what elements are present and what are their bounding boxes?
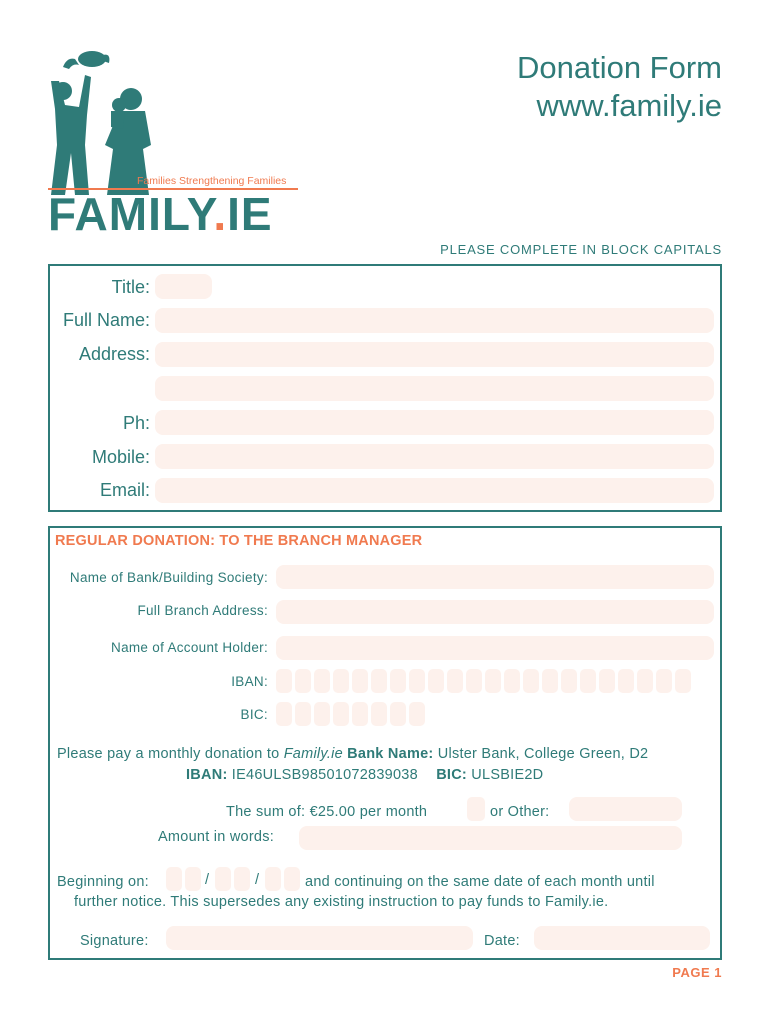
logo-tagline: Families Strengthening Families bbox=[137, 175, 287, 187]
page-title: Donation Form bbox=[516, 50, 722, 85]
iban-cell[interactable] bbox=[409, 669, 425, 693]
signature-field[interactable] bbox=[166, 926, 473, 950]
iban-cell[interactable] bbox=[371, 669, 387, 693]
iban-cell[interactable] bbox=[504, 669, 520, 693]
date-label: Date: bbox=[484, 933, 520, 949]
payment-bic-value: ULSBIE2D bbox=[467, 767, 544, 783]
address-field-2[interactable] bbox=[155, 376, 714, 401]
bic-label: BIC: bbox=[240, 707, 268, 722]
date-month-2[interactable] bbox=[234, 867, 250, 891]
other-amount-field[interactable] bbox=[569, 797, 682, 821]
iban-cell[interactable] bbox=[523, 669, 539, 693]
continuing-text: and continuing on the same date of each month until bbox=[305, 874, 655, 890]
section-heading: REGULAR DONATION: TO THE BRANCH MANAGER bbox=[55, 533, 423, 549]
iban-cell[interactable] bbox=[314, 669, 330, 693]
bic-cell[interactable] bbox=[390, 702, 406, 726]
signature-label: Signature: bbox=[80, 933, 149, 949]
logo-word-ext: IE bbox=[227, 188, 273, 240]
logo-word-dot: . bbox=[213, 188, 228, 240]
iban-cell[interactable] bbox=[276, 669, 292, 693]
bic-cells bbox=[276, 702, 436, 728]
date-year-2[interactable] bbox=[284, 867, 300, 891]
payment-iban-label: IBAN: bbox=[186, 767, 228, 783]
branch-address-field[interactable] bbox=[276, 600, 714, 624]
logo bbox=[45, 45, 305, 240]
bic-cell[interactable] bbox=[371, 702, 387, 726]
logo-wordmark bbox=[48, 187, 273, 241]
payment-bankname-label: Bank Name: bbox=[342, 746, 434, 762]
bic-cell[interactable] bbox=[276, 702, 292, 726]
instruction: PLEASE COMPLETE IN BLOCK CAPITALS bbox=[440, 242, 722, 257]
iban-cells bbox=[276, 669, 696, 695]
family-silhouette-logo-icon bbox=[45, 45, 305, 195]
date-sep-1: / bbox=[205, 872, 210, 888]
payment-iban-value: IE46ULSB98501072839038 bbox=[227, 767, 418, 783]
payment-prefix: Please pay a monthly donation to bbox=[57, 746, 284, 762]
iban-cell[interactable] bbox=[447, 669, 463, 693]
address-label: Address: bbox=[78, 344, 150, 364]
bic-cell[interactable] bbox=[295, 702, 311, 726]
payment-line-1 bbox=[57, 746, 648, 762]
date-field[interactable] bbox=[534, 926, 710, 950]
sum-text: The sum of: €25.00 per month bbox=[226, 804, 428, 820]
iban-cell[interactable] bbox=[656, 669, 672, 693]
iban-cell[interactable] bbox=[637, 669, 653, 693]
iban-label: IBAN: bbox=[231, 674, 268, 689]
bic-cell[interactable] bbox=[352, 702, 368, 726]
iban-cell[interactable] bbox=[352, 669, 368, 693]
bank-name-field[interactable] bbox=[276, 565, 714, 589]
logo-word-main: FAMILY bbox=[48, 188, 214, 240]
fullname-label: Full Name: bbox=[62, 310, 150, 330]
title-label: Title: bbox=[111, 277, 150, 297]
payment-bic-label: BIC: bbox=[436, 767, 468, 783]
iban-cell[interactable] bbox=[675, 669, 691, 693]
email-label: Email: bbox=[99, 480, 150, 500]
ph-field[interactable] bbox=[155, 410, 714, 435]
amount-words-field[interactable] bbox=[299, 826, 682, 850]
iban-cell[interactable] bbox=[428, 669, 444, 693]
account-holder-label: Name of Account Holder: bbox=[111, 640, 268, 655]
page-url: www.family.ie bbox=[536, 88, 722, 123]
mobile-label: Mobile: bbox=[91, 447, 150, 467]
date-year-1[interactable] bbox=[265, 867, 281, 891]
page-number: PAGE 1 bbox=[672, 965, 722, 980]
iban-cell[interactable] bbox=[390, 669, 406, 693]
bank-name-label: Name of Bank/Building Society: bbox=[69, 570, 268, 585]
title-field[interactable] bbox=[155, 274, 212, 299]
notice-text: further notice. This supersedes any existing instruction to pay funds to Family.ie. bbox=[74, 894, 609, 910]
iban-cell[interactable] bbox=[466, 669, 482, 693]
beginning-label: Beginning on: bbox=[57, 874, 149, 890]
bic-cell[interactable] bbox=[409, 702, 425, 726]
iban-cell[interactable] bbox=[485, 669, 501, 693]
account-holder-field[interactable] bbox=[276, 636, 714, 660]
payment-bankname-value: Ulster Bank, College Green, D2 bbox=[433, 746, 649, 762]
ph-label: Ph: bbox=[122, 413, 150, 433]
date-day-1[interactable] bbox=[166, 867, 182, 891]
iban-cell[interactable] bbox=[333, 669, 349, 693]
bic-cell[interactable] bbox=[314, 702, 330, 726]
date-sep-2: / bbox=[255, 872, 260, 888]
amount-words-label: Amount in words: bbox=[158, 829, 275, 845]
fullname-field[interactable] bbox=[155, 308, 714, 333]
other-text: or Other: bbox=[490, 804, 550, 820]
bic-cell[interactable] bbox=[333, 702, 349, 726]
payment-line-2 bbox=[186, 767, 543, 783]
email-field[interactable] bbox=[155, 478, 714, 503]
iban-cell[interactable] bbox=[561, 669, 577, 693]
iban-cell[interactable] bbox=[580, 669, 596, 693]
sum-checkbox[interactable] bbox=[467, 797, 485, 821]
payment-org: Family.ie bbox=[283, 746, 343, 762]
mobile-field[interactable] bbox=[155, 444, 714, 469]
date-month-1[interactable] bbox=[215, 867, 231, 891]
iban-cell[interactable] bbox=[599, 669, 615, 693]
date-day-2[interactable] bbox=[185, 867, 201, 891]
iban-cell[interactable] bbox=[295, 669, 311, 693]
iban-cell[interactable] bbox=[618, 669, 634, 693]
iban-cell[interactable] bbox=[542, 669, 558, 693]
branch-address-label: Full Branch Address: bbox=[137, 603, 268, 618]
address-field-1[interactable] bbox=[155, 342, 714, 367]
